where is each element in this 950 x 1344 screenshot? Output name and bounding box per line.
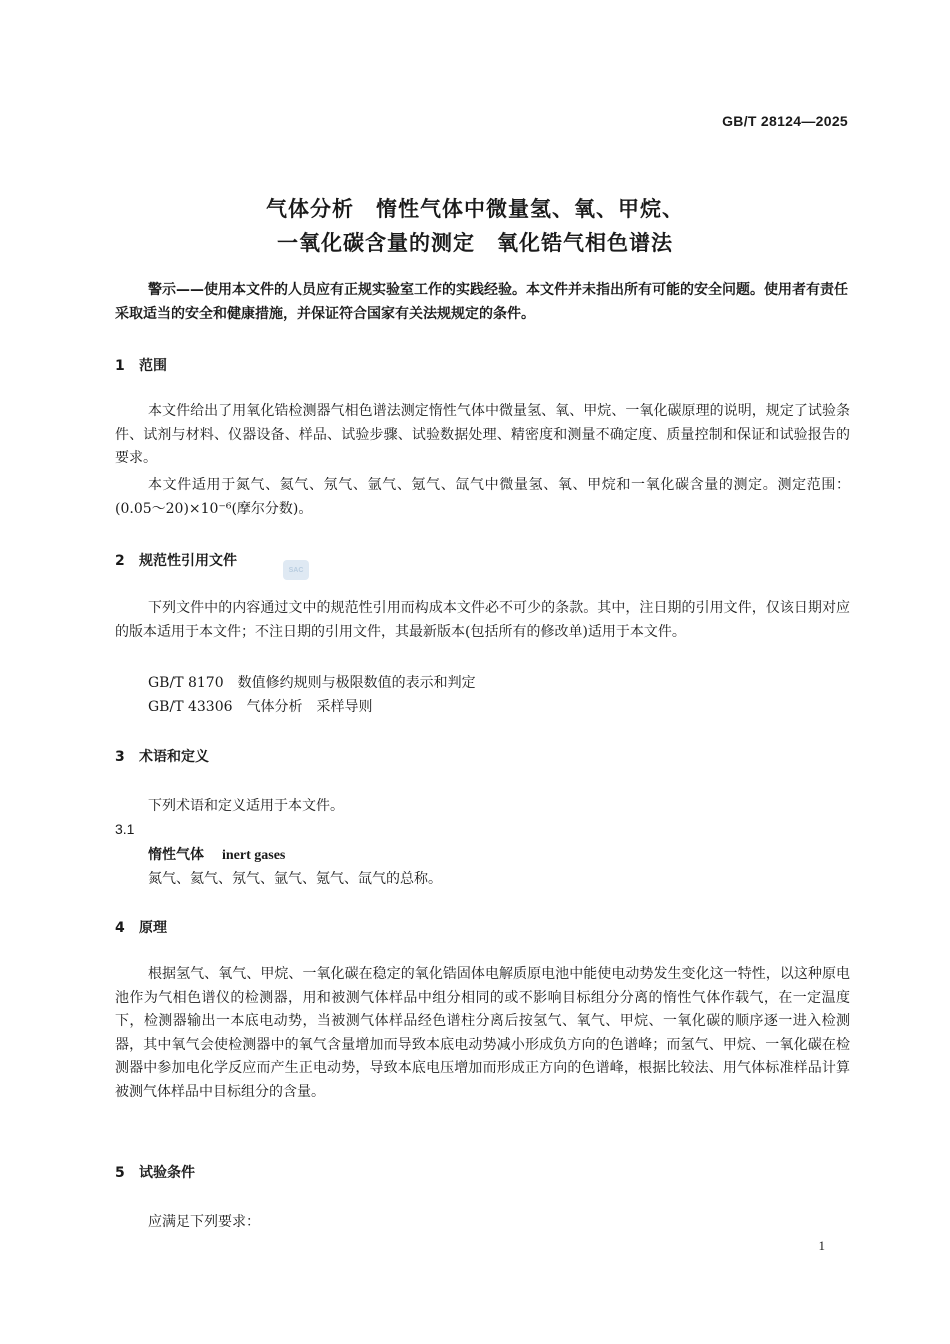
- term-english: inert gases: [222, 848, 286, 863]
- section-number: 1: [115, 358, 125, 374]
- section-4-heading: [115, 917, 167, 937]
- section-5-heading: [115, 1162, 195, 1182]
- section-1-paragraph-1: 本文件给出了用氧化锆检测器气相色谱法测定惰性气体中微量氢、氧、甲烷、一氧化碳原理的说明，规定了试验条件、试剂与材料、仪器设备、样品、试验步骤、试验数据处理、精密度和测量不确定度、质量控制和保证和试验报告的要求。: [115, 403, 850, 466]
- section-5-paragraph-1: 应满足下列要求：: [148, 1214, 260, 1230]
- document-title-line-2: 一氧化碳含量的测定 氧化锆气相色谱法: [277, 231, 673, 255]
- document-title-line-1: 气体分析 惰性气体中微量氢、氧、甲烷、: [266, 197, 684, 221]
- standard-number: GB/T 28124—2025: [722, 113, 848, 129]
- section-title: 原理: [139, 920, 167, 936]
- section-3-heading: [115, 746, 209, 766]
- normative-reference-1: GB/T 8170 数值修约规则与极限数值的表示和判定: [148, 675, 476, 691]
- term-entry: [148, 844, 285, 864]
- section-number: 4: [115, 920, 125, 936]
- term-number: 3.1: [115, 821, 135, 837]
- safety-warning: 警示——使用本文件的人员应有正规实验室工作的实践经验。本文件并未指出所有可能的安全问题。使用者有责任采取适当的安全和健康措施，并保证符合国家有关法规规定的条件。: [115, 282, 848, 322]
- section-title: 范围: [139, 358, 167, 374]
- section-4-paragraph-1: 根据氢气、氧气、甲烷、一氧化碳在稳定的氧化锆固体电解质原电池中能使电动势发生变化这一特性，以这种原电池作为气相色谱仪的检测器，用和被测气体样品中组分相同的或不影响目标组分分离的惰性气体作载气，在一定温度下，检测器输出一本底电动势，当被测气体样品经色谱柱分离后按氢气、氧气、甲烷、一氧化碳的顺序逐一进入检测器，其中氧气会使检测器中的氧气含量增加而导致本底电动势减小形成负方向的色谱峰；而氢气、甲烷、一氧化碳在检测器中参加电化学反应而产生正电动势，导致本底电压增加而形成正方向的色谱峰，根据比较法、用气体标准样品计算被测气体样品中目标组分的含量。: [115, 966, 850, 1100]
- section-number: 2: [115, 553, 125, 569]
- section-number: 5: [115, 1165, 125, 1181]
- term-definition: 氮气、氦气、氖气、氩气、氪气、氙气的总称。: [148, 871, 442, 887]
- section-1-paragraph-2: 本文件适用于氮气、氦气、氖气、氩气、氪气、氙气中微量氢、氧、甲烷和一氧化碳含量的测定。测定范围：(0.05～20)×10⁻⁶(摩尔分数)。: [115, 477, 850, 517]
- section-2-paragraph-1: 下列文件中的内容通过文中的规范性引用而构成本文件必不可少的条款。其中，注日期的引用文件，仅该日期对应的版本适用于本文件；不注日期的引用文件，其最新版本(包括所有的修改单)适用于本文件。: [115, 600, 850, 640]
- section-2-heading: [115, 550, 237, 570]
- section-title: 术语和定义: [139, 749, 209, 765]
- section-number: 3: [115, 749, 125, 765]
- section-3-paragraph-1: 下列术语和定义适用于本文件。: [148, 798, 344, 814]
- term-chinese: 惰性气体: [148, 847, 204, 863]
- page-number: 1: [818, 1238, 825, 1253]
- sac-watermark-logo: SAC: [283, 560, 309, 580]
- section-title: 试验条件: [139, 1165, 195, 1181]
- section-1-heading: [115, 355, 167, 375]
- section-title: 规范性引用文件: [139, 553, 237, 569]
- normative-reference-2: GB/T 43306 气体分析 采样导则: [148, 699, 373, 715]
